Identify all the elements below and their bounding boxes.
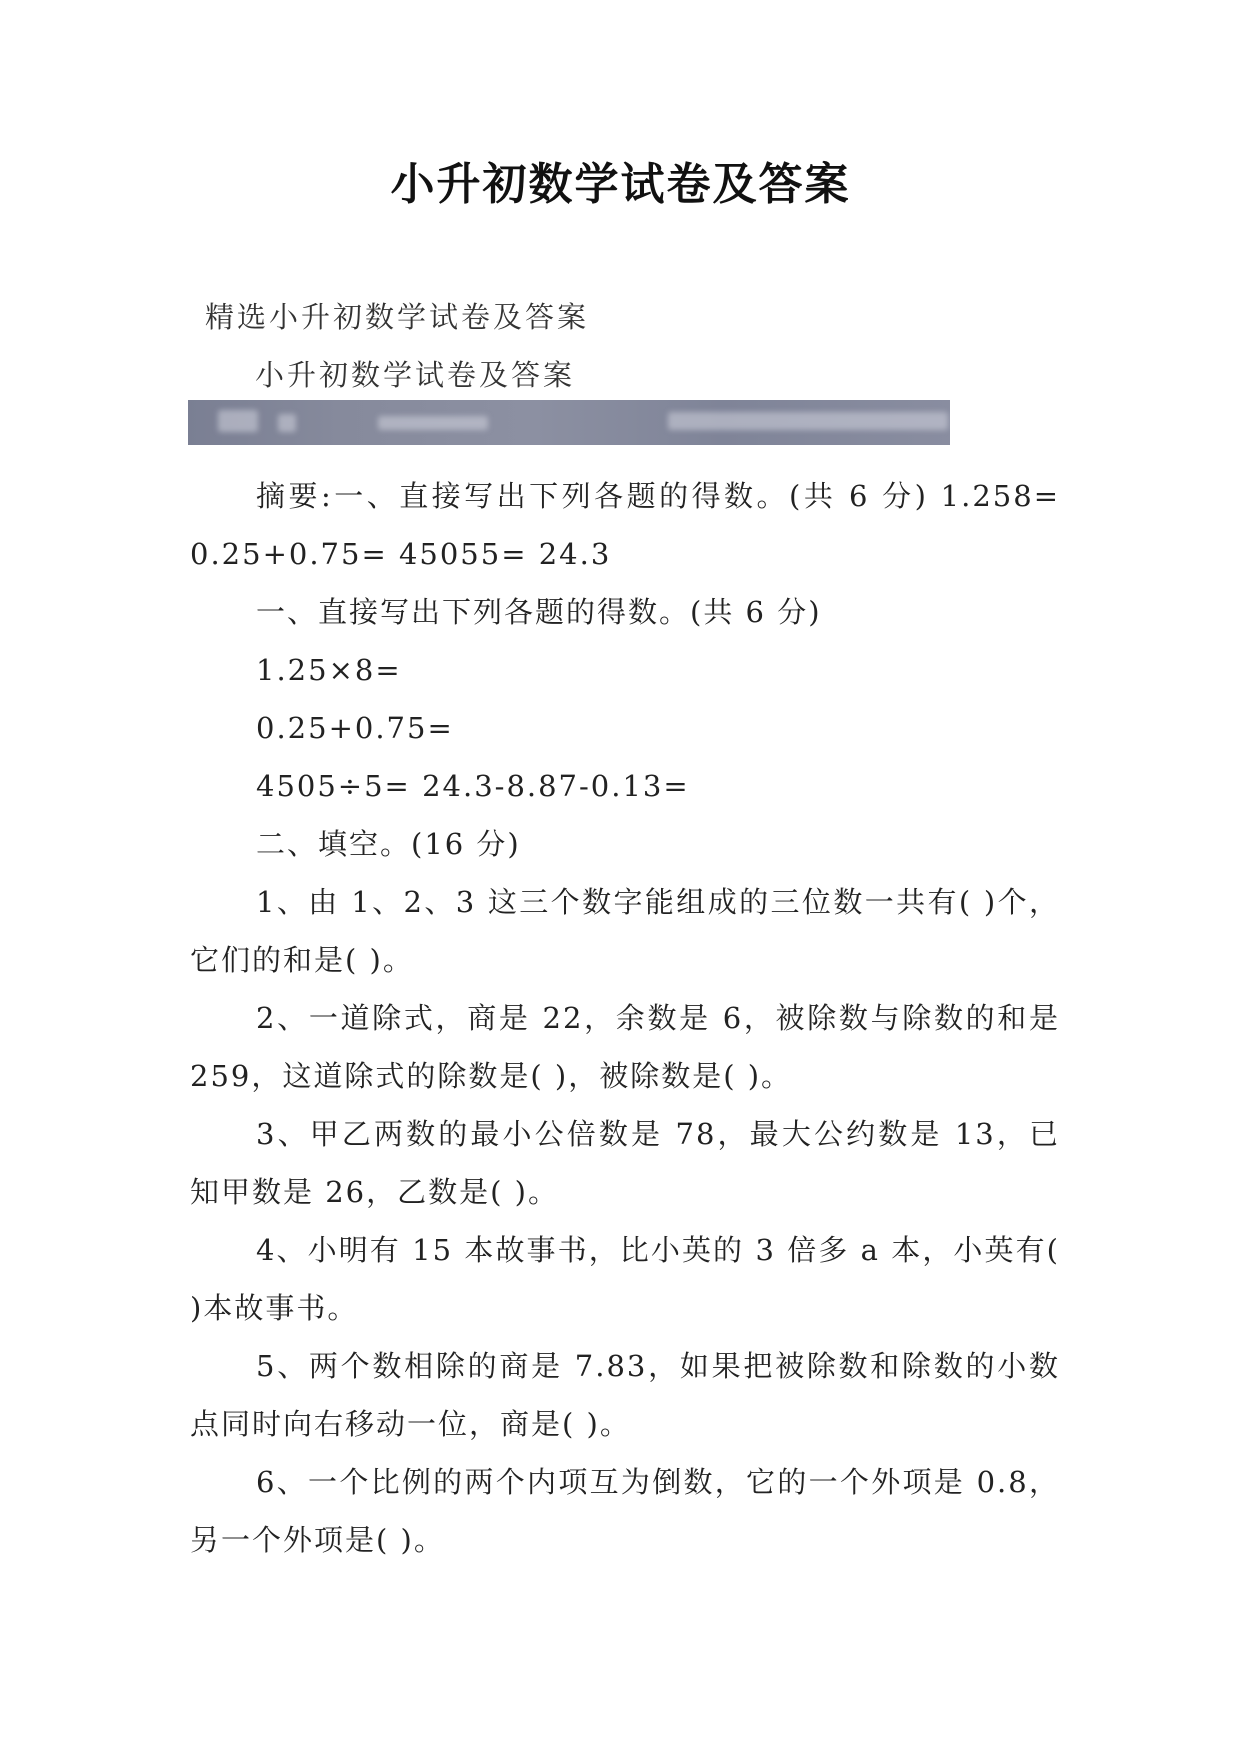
question-item: 4、小明有 15 本故事书，比小英的 3 倍多 a 本，小英有( )本故事书。 bbox=[190, 1233, 1060, 1325]
section-heading-1: 一、直接写出下列各题的得数。(共 6 分) bbox=[256, 595, 822, 629]
paragraph-abstract: 摘要:一、直接写出下列各题的得数。(共 6 分) 1.258= 0.25+0.75= 45055= 24.3 bbox=[190, 479, 1060, 571]
question-line: 0.25+0.75= bbox=[256, 711, 454, 745]
blurred-banner bbox=[188, 400, 950, 445]
document-title: 小升初数学试卷及答案 bbox=[390, 159, 851, 210]
question-line: 1.25×8= bbox=[256, 653, 402, 687]
question-item: 1、由 1、2、3 这三个数字能组成的三位数一共有( )个，它们的和是( )。 bbox=[190, 885, 1060, 977]
question-item: 2、一道除式，商是 22，余数是 6，被除数与除数的和是 259，这道除式的除数是( )，被除数是( )。 bbox=[190, 1001, 1060, 1093]
question-line: 4505÷5= 24.3-8.87-0.13= bbox=[256, 769, 690, 803]
section-heading-2: 二、填空。(16 分) bbox=[256, 827, 521, 861]
question-item: 3、甲乙两数的最小公倍数是 78，最大公约数是 13，已知甲数是 26，乙数是( )。 bbox=[190, 1117, 1060, 1209]
question-item: 5、两个数相除的商是 7.83，如果把被除数和除数的小数点同时向右移动一位，商是( )。 bbox=[190, 1349, 1060, 1441]
document-subtitle-secondary: 小升初数学试卷及答案 bbox=[255, 358, 576, 392]
document-subtitle: 精选小升初数学试卷及答案 bbox=[205, 300, 590, 334]
question-item: 6、一个比例的两个内项互为倒数，它的一个外项是 0.8，另一个外项是( )。 bbox=[190, 1465, 1060, 1557]
document-body bbox=[190, 467, 1060, 1569]
